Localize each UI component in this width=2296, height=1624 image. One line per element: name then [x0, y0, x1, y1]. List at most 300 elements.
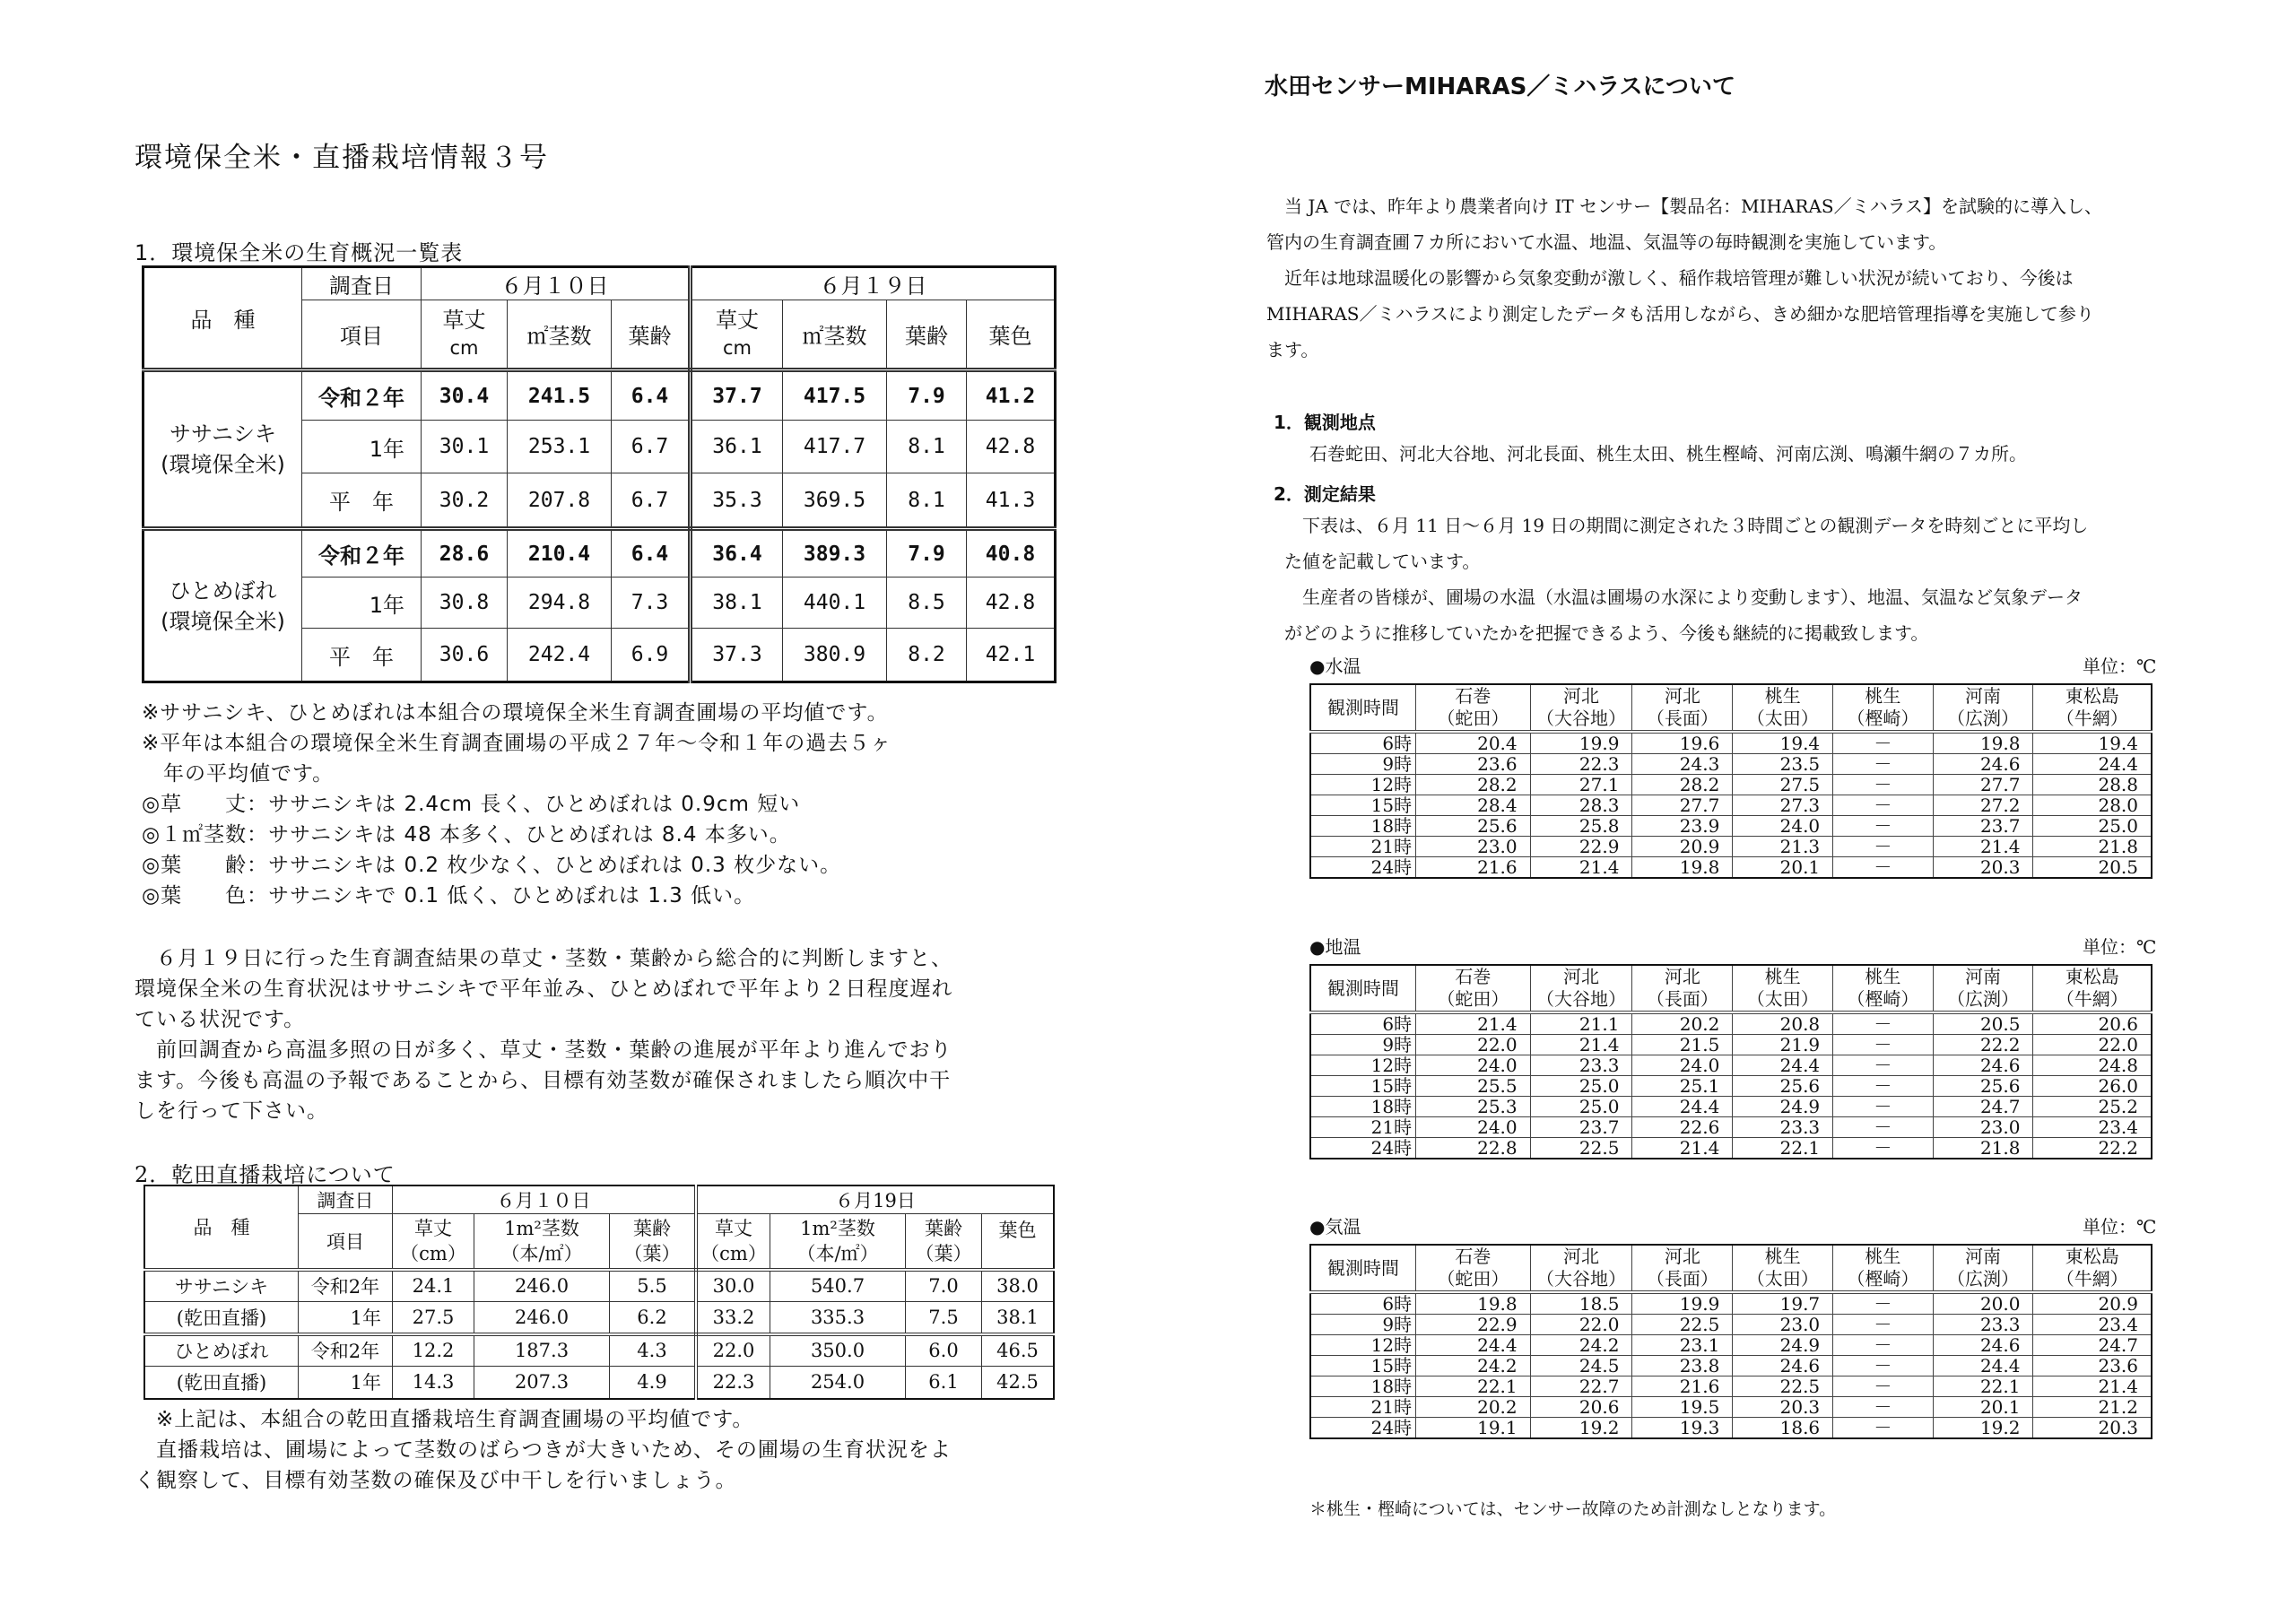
temp-cell: 20.1 — [1933, 1397, 2033, 1418]
temp-cell: － — [1833, 1292, 1933, 1315]
t1-cell: 28.6 — [422, 529, 508, 578]
temp-cell: 21.6 — [1632, 1376, 1733, 1397]
temp-cell: 21.1 — [1530, 1012, 1632, 1035]
time-cell: 18時 — [1310, 1376, 1416, 1397]
temp-cell: － — [1833, 775, 1933, 795]
temp-cell: 24.6 — [1733, 1356, 1833, 1376]
t1-row-label: 1年 — [302, 421, 422, 473]
table-row — [1310, 754, 2152, 775]
t1-cell: 210.4 — [508, 529, 612, 578]
t2-cell: 33.2 — [696, 1302, 770, 1334]
t2-cell: 5.5 — [610, 1270, 697, 1302]
temp-cell: 22.2 — [1933, 1035, 2033, 1055]
paragraph-line: ６月１９日に行った生育調査結果の草丈・茎数・葉齢から総合的に判断しますと、 — [135, 947, 952, 970]
temp-cell: 23.7 — [1933, 816, 2033, 837]
t1-cell: 30.4 — [422, 370, 508, 421]
temp-cell: － — [1833, 816, 1933, 837]
t1-height-header-1: 草丈 cm — [422, 300, 508, 370]
t1-cell: 30.1 — [422, 421, 508, 473]
temp-cell: 23.0 — [1416, 837, 1531, 857]
paragraph-line: た値を記載しています。 — [1266, 551, 1481, 572]
t2-cell: 7.0 — [906, 1270, 982, 1302]
temp-cell: 24.9 — [1733, 1097, 1833, 1117]
table-row — [1310, 1292, 2152, 1315]
temp-cell: 22.6 — [1632, 1117, 1733, 1138]
temp-cell: 22.1 — [1733, 1138, 1833, 1159]
soil-temp-label: ●地温 — [1309, 936, 1361, 958]
temp-cell: 22.0 — [2033, 1035, 2152, 1055]
temp-cell: 21.9 — [1733, 1035, 1833, 1055]
temp-cell: 28.2 — [1416, 775, 1531, 795]
table-row — [1310, 1055, 2152, 1076]
t1-row-label: 令和２年 — [302, 529, 422, 578]
temp-cell: 20.5 — [1933, 1012, 2033, 1035]
time-cell: 9時 — [1310, 754, 1416, 775]
temp-cell: 20.4 — [1416, 732, 1531, 754]
t1-height-header-2: 草丈 cm — [691, 300, 783, 370]
t2-row-label: 1年 — [299, 1302, 393, 1334]
t1-cell: 40.8 — [967, 529, 1056, 578]
paragraph-line: 管内の生育調査圃７カ所において水温、地温、気温等の毎時観測を実施しています。 — [1266, 231, 1947, 253]
t1-cell: 417.7 — [783, 421, 887, 473]
col-header-site: 河北 （大谷地） — [1530, 1245, 1632, 1292]
t2-cell: 246.0 — [474, 1270, 610, 1302]
col-header-site: 河北 （大谷地） — [1530, 965, 1632, 1012]
t1-cell: 8.1 — [887, 473, 967, 529]
table-row — [1310, 837, 2152, 857]
temp-cell: 24.7 — [2033, 1335, 2152, 1356]
temp-cell: 21.4 — [2033, 1376, 2152, 1397]
temp-cell: 23.3 — [1933, 1315, 2033, 1335]
t1-cell: 30.8 — [422, 578, 508, 629]
temp-cell: 24.4 — [2033, 754, 2152, 775]
temp-cell: 24.2 — [1530, 1335, 1632, 1356]
table-row — [1310, 1117, 2152, 1138]
note-line: 直播栽培は、圃場によって茎数のばらつきが大きいため、その圃場の生育状況をよ — [135, 1438, 952, 1462]
temp-cell: － — [1833, 837, 1933, 857]
temp-cell: 23.9 — [1632, 816, 1733, 837]
col-header-site: 河北 （大谷地） — [1530, 684, 1632, 732]
t1-cell: 241.5 — [508, 370, 612, 421]
temp-cell: 21.5 — [1632, 1035, 1733, 1055]
t1-cell: 7.3 — [612, 578, 691, 629]
temp-cell: 22.5 — [1733, 1376, 1833, 1397]
t2-row-label: 令和2年 — [299, 1270, 393, 1302]
temp-cell: 19.5 — [1632, 1397, 1733, 1418]
table-row — [1310, 1418, 2152, 1439]
t1-row-label: 1年 — [302, 578, 422, 629]
left-section-1-heading: 1．環境保全米の生育概況一覧表 — [135, 240, 464, 265]
table-row — [1310, 857, 2152, 879]
water-temp-table — [1309, 683, 2152, 879]
temp-cell: － — [1833, 754, 1933, 775]
note-line: ※ササニシキ、ひとめぼれは本組合の環境保全米生育調査圃場の平均値です。 — [142, 701, 889, 725]
time-cell: 6時 — [1310, 1292, 1416, 1315]
note-line: ※平年は本組合の環境保全米生育調査圃場の平成２７年～令和１年の過去５ヶ — [142, 732, 892, 755]
temp-cell: 22.8 — [1416, 1138, 1531, 1159]
t1-cell: 38.1 — [691, 578, 783, 629]
temp-cell: 27.1 — [1530, 775, 1632, 795]
col-header-site: 桃生 （樫崎） — [1833, 965, 1933, 1012]
table-row — [144, 1334, 1054, 1367]
paragraph-line: 近年は地球温暖化の影響から気象変動が激しく、稲作栽培管理が難しい状況が続いており、今後は — [1266, 267, 2074, 289]
temp-cell: 20.6 — [2033, 1012, 2152, 1035]
direct-seeding-table — [144, 1185, 1055, 1400]
temp-cell: 19.9 — [1632, 1292, 1733, 1315]
time-cell: 12時 — [1310, 775, 1416, 795]
miharas-intro — [1266, 188, 2102, 368]
note-line: ※上記は、本組合の乾田直播栽培生育調査圃場の平均値です。 — [135, 1408, 754, 1431]
temp-cell: 24.3 — [1632, 754, 1733, 775]
t1-row-label: 平 年 — [302, 629, 422, 682]
temp-cell: 23.0 — [1733, 1315, 1833, 1335]
t2-cell: 38.0 — [982, 1270, 1055, 1302]
col-header-site: 河南 （広渕） — [1933, 1245, 2033, 1292]
col-header-site: 河北 （長面） — [1632, 965, 1733, 1012]
right-title: 水田センサーMIHARAS／ミハラスについて — [1265, 74, 1735, 100]
time-cell: 9時 — [1310, 1035, 1416, 1055]
temp-cell: 25.1 — [1632, 1076, 1733, 1097]
t2-cell: 246.0 — [474, 1302, 610, 1334]
observation-sites: 石巻蛇田、河北大谷地、河北長面、桃生太田、桃生樫崎、河南広渕、鳴瀬牛網の７カ所。 — [1292, 443, 2027, 465]
t1-cell: 6.7 — [612, 473, 691, 529]
paragraph-line: 当 JA では、昨年より農業者向け IT センサー【製品名：MIHARAS／ミハラス】を試験的に導入し、 — [1266, 195, 2102, 217]
col-header-site: 石巻 （蛇田） — [1416, 1245, 1531, 1292]
t2-stems-header-1: 1m²茎数 （本/㎡） — [474, 1214, 610, 1270]
table-row — [1310, 1397, 2152, 1418]
col-header-site: 桃生 （樫崎） — [1833, 1245, 1933, 1292]
temp-cell: 27.3 — [1733, 795, 1833, 816]
air-temp-label: ●気温 — [1309, 1216, 1361, 1238]
temp-cell: 20.3 — [1933, 857, 2033, 879]
temp-cell: 19.2 — [1933, 1418, 2033, 1439]
temp-cell: 24.4 — [1933, 1356, 2033, 1376]
t2-stems-header-2: 1m²茎数 （本/㎡） — [770, 1214, 906, 1270]
t2-cell: 22.3 — [696, 1367, 770, 1399]
temp-cell: 19.2 — [1530, 1418, 1632, 1439]
t2-cell: 7.5 — [906, 1302, 982, 1334]
paragraph-line: MIHARAS／ミハラスにより測定したデータも活用しながら、きめ細かな肥培管理指導を実施して参り — [1266, 303, 2094, 325]
t2-cell: 30.0 — [696, 1270, 770, 1302]
t1-cell: 35.3 — [691, 473, 783, 529]
paragraph-line: ます。 — [1266, 339, 1319, 360]
note-line: ◎１㎡茎数：ササニシキは 48 本多く、ひとめぼれは 8.4 本多い。 — [142, 823, 791, 847]
t1-stems-header-1: ㎡茎数 — [508, 300, 612, 370]
time-cell: 15時 — [1310, 795, 1416, 816]
temp-cell: 25.0 — [2033, 816, 2152, 837]
t2-cell: 4.9 — [610, 1367, 697, 1399]
temp-cell: 27.5 — [1733, 775, 1833, 795]
table-row — [1310, 1076, 2152, 1097]
col-header-site: 桃生 （太田） — [1733, 965, 1833, 1012]
temp-cell: 22.7 — [1530, 1376, 1632, 1397]
t2-cell: 24.1 — [393, 1270, 474, 1302]
time-cell: 21時 — [1310, 1397, 1416, 1418]
temp-cell: 22.0 — [1416, 1035, 1531, 1055]
temp-cell: － — [1833, 1035, 1933, 1055]
temp-cell: 19.4 — [1733, 732, 1833, 754]
temp-cell: 23.7 — [1530, 1117, 1632, 1138]
table-row — [1310, 1356, 2152, 1376]
temp-cell: 23.3 — [1530, 1055, 1632, 1076]
temp-cell: 24.0 — [1416, 1055, 1531, 1076]
table-row — [1310, 775, 2152, 795]
temp-cell: 27.7 — [1632, 795, 1733, 816]
col-header-site: 桃生 （樫崎） — [1833, 684, 1933, 732]
temp-cell: － — [1833, 1315, 1933, 1335]
soil-temp-table — [1309, 964, 2152, 1159]
temp-cell: 22.9 — [1530, 837, 1632, 857]
t2-variety-cell: ササニシキ — [144, 1270, 299, 1302]
table-row — [1310, 1138, 2152, 1159]
t1-cell: 42.1 — [967, 629, 1056, 682]
paragraph-line: しを行って下さい。 — [135, 1099, 328, 1123]
temp-cell: 21.4 — [1530, 1035, 1632, 1055]
temp-cell: 21.2 — [2033, 1397, 2152, 1418]
t1-color-header: 葉色 — [967, 300, 1056, 370]
temp-cell: 24.9 — [1733, 1335, 1833, 1356]
table-header-row — [1310, 684, 2152, 732]
t2-cell: 207.3 — [474, 1367, 610, 1399]
time-cell: 12時 — [1310, 1335, 1416, 1356]
temp-cell: － — [1833, 1076, 1933, 1097]
t1-cell: 36.1 — [691, 421, 783, 473]
col-header-site: 東松島 （牛網） — [2033, 965, 2152, 1012]
t1-cell: 6.4 — [612, 529, 691, 578]
t1-cell: 8.2 — [887, 629, 967, 682]
temp-cell: 20.6 — [1530, 1397, 1632, 1418]
temp-cell: 24.6 — [1933, 1055, 2033, 1076]
temp-cell: 23.6 — [2033, 1356, 2152, 1376]
temp-cell: 24.0 — [1632, 1055, 1733, 1076]
temp-cell: 21.8 — [1933, 1138, 2033, 1159]
temp-cell: － — [1833, 1012, 1933, 1035]
temp-cell: 22.1 — [1416, 1376, 1531, 1397]
temp-cell: 22.2 — [2033, 1138, 2152, 1159]
table1-notes — [142, 698, 891, 911]
time-cell: 21時 — [1310, 837, 1416, 857]
temp-cell: 20.1 — [1733, 857, 1833, 879]
table-header-row — [1310, 1245, 2152, 1292]
temp-cell: 24.6 — [1933, 1335, 2033, 1356]
t1-cell: 389.3 — [783, 529, 887, 578]
t1-cell: 6.4 — [612, 370, 691, 421]
temp-cell: － — [1833, 1418, 1933, 1439]
temp-cell: 22.0 — [1530, 1315, 1632, 1335]
temp-cell: 23.5 — [1733, 754, 1833, 775]
temp-cell: 24.0 — [1733, 816, 1833, 837]
temp-cell: 23.1 — [1632, 1335, 1733, 1356]
temp-cell: 24.6 — [1933, 754, 2033, 775]
col-header-site: 東松島 （牛網） — [2033, 1245, 2152, 1292]
temp-cell: 23.4 — [2033, 1315, 2152, 1335]
t2-cell: 12.2 — [393, 1334, 474, 1367]
col-header-site: 河北 （長面） — [1632, 1245, 1733, 1292]
temp-cell: － — [1833, 732, 1933, 754]
left-title: 環境保全米・直播栽培情報３号 — [135, 142, 549, 174]
temp-cell: 28.8 — [2033, 775, 2152, 795]
time-cell: 21時 — [1310, 1117, 1416, 1138]
table-row — [1310, 1097, 2152, 1117]
t2-row-label: 1年 — [299, 1367, 393, 1399]
table-row — [1310, 1315, 2152, 1335]
t1-item-header: 項目 — [302, 300, 422, 370]
temp-cell: 22.5 — [1530, 1138, 1632, 1159]
col-header-site: 石巻 （蛇田） — [1416, 684, 1531, 732]
temp-cell: 19.7 — [1733, 1292, 1833, 1315]
col-header-site: 桃生 （太田） — [1733, 1245, 1833, 1292]
temp-cell: 28.3 — [1530, 795, 1632, 816]
temp-cell: 28.4 — [1416, 795, 1531, 816]
note-line: ◎葉 色：ササニシキで 0.1 低く、ひとめぼれは 1.3 低い。 — [142, 884, 756, 908]
temp-cell: 26.0 — [2033, 1076, 2152, 1097]
temp-cell: 28.0 — [2033, 795, 2152, 816]
t1-cell: 37.3 — [691, 629, 783, 682]
t2-leaf-header-1: 葉齢 （葉） — [610, 1214, 697, 1270]
t1-cell: 380.9 — [783, 629, 887, 682]
t2-cell: 42.5 — [982, 1367, 1055, 1399]
t2-cell: 27.5 — [393, 1302, 474, 1334]
temp-cell: 21.8 — [2033, 837, 2152, 857]
t1-variety-header: 品 種 — [144, 267, 302, 370]
temp-cell: 27.7 — [1933, 775, 2033, 795]
paragraph-line: 下表は、６月 11 日～６月 19 日の期間に測定された３時間ごとの観測データを時刻ごとに平均し — [1266, 515, 2089, 536]
t1-cell: 417.5 — [783, 370, 887, 421]
temp-cell: 28.2 — [1632, 775, 1733, 795]
t1-date1-header: ６月１０日 — [422, 267, 691, 300]
temp-cell: 20.9 — [1632, 837, 1733, 857]
table-row — [1310, 732, 2152, 754]
table-row — [144, 1367, 1054, 1399]
table2-notes — [135, 1404, 952, 1496]
time-cell: 6時 — [1310, 732, 1416, 754]
t2-item-header: 項目 — [299, 1214, 393, 1270]
temp-cell: 18.6 — [1733, 1418, 1833, 1439]
time-cell: 15時 — [1310, 1076, 1416, 1097]
unit-label: 単位：℃ — [2083, 1216, 2157, 1238]
right-section-2-heading: 2．測定結果 — [1274, 483, 1376, 505]
t2-cell: 254.0 — [770, 1367, 906, 1399]
paragraph-line: 前回調査から高温多照の日が多く、草丈・茎数・葉齢の進展が平年より進んでおり — [135, 1038, 952, 1062]
temp-cell: 21.4 — [1933, 837, 2033, 857]
time-cell: 12時 — [1310, 1055, 1416, 1076]
paragraph-line: ます。今後も高温の予報であることから、目標有効茎数が確保されましたら順次中干 — [135, 1069, 952, 1092]
col-header-time: 観測時間 — [1310, 684, 1416, 732]
t2-cell: 6.2 — [610, 1302, 697, 1334]
time-cell: 15時 — [1310, 1356, 1416, 1376]
temp-cell: － — [1833, 857, 1933, 879]
note-line: 年の平均値です。 — [142, 762, 335, 786]
temp-cell: 24.4 — [1416, 1335, 1531, 1356]
unit-label: 単位：℃ — [2083, 656, 2157, 677]
t2-height-header-2: 草丈 （cm） — [696, 1214, 770, 1270]
t2-cell: 4.3 — [610, 1334, 697, 1367]
t1-cell: 37.7 — [691, 370, 783, 421]
t1-cell: 30.6 — [422, 629, 508, 682]
table-row — [144, 370, 1056, 421]
t2-variety-cell: ひとめぼれ — [144, 1334, 299, 1367]
t2-row-label: 令和2年 — [299, 1334, 393, 1367]
temp-cell: 24.4 — [1733, 1055, 1833, 1076]
t2-cell: 38.1 — [982, 1302, 1055, 1334]
table-header-row — [1310, 965, 2152, 1012]
t2-variety-header: 品 種 — [144, 1185, 299, 1270]
t2-cell: 22.0 — [696, 1334, 770, 1367]
time-cell: 6時 — [1310, 1012, 1416, 1035]
t1-leaf-header-2: 葉齢 — [887, 300, 967, 370]
note-line: ◎草 丈：ササニシキは 2.4cm 長く、ひとめぼれは 0.9cm 短い — [142, 793, 801, 816]
temp-cell: 20.3 — [2033, 1418, 2152, 1439]
table-row — [144, 529, 1056, 578]
t1-cell: 369.5 — [783, 473, 887, 529]
table-row — [144, 1270, 1054, 1302]
t1-cell: 41.2 — [967, 370, 1056, 421]
table-row — [1310, 795, 2152, 816]
col-header-site: 石巻 （蛇田） — [1416, 965, 1531, 1012]
col-header-site: 河南 （広渕） — [1933, 965, 2033, 1012]
temp-cell: 20.8 — [1733, 1012, 1833, 1035]
temp-cell: － — [1833, 1356, 1933, 1376]
temp-cell: 22.9 — [1416, 1315, 1531, 1335]
t2-date1-header: ６月１０日 — [393, 1185, 697, 1214]
t1-cell: 294.8 — [508, 578, 612, 629]
paragraph-line: 生産者の皆様が、圃場の水温（水温は圃場の水深により変動します）、地温、気温など気象データ — [1266, 586, 2083, 608]
table-row — [1310, 1012, 2152, 1035]
temp-cell: － — [1833, 1055, 1933, 1076]
t2-color-header: 葉色 — [982, 1214, 1055, 1270]
water-temp-label: ●水温 — [1309, 656, 1361, 677]
t1-survey-header: 調査日 — [302, 267, 422, 300]
temp-cell: 20.2 — [1632, 1012, 1733, 1035]
unit-label: 単位：℃ — [2083, 936, 2157, 958]
temp-cell: 23.4 — [2033, 1117, 2152, 1138]
col-header-site: 河北 （長面） — [1632, 684, 1733, 732]
temp-cell: 19.8 — [1416, 1292, 1531, 1315]
t1-cell: 36.4 — [691, 529, 783, 578]
temp-cell: 19.8 — [1632, 857, 1733, 879]
t1-cell: 440.1 — [783, 578, 887, 629]
t2-variety-cell: (乾田直播) — [144, 1367, 299, 1399]
temp-cell: 23.0 — [1933, 1117, 2033, 1138]
t1-cell: 30.2 — [422, 473, 508, 529]
temp-cell: 20.0 — [1933, 1292, 2033, 1315]
temp-cell: 23.8 — [1632, 1356, 1733, 1376]
t2-survey-header: 調査日 — [299, 1185, 393, 1214]
temp-cell: 22.1 — [1933, 1376, 2033, 1397]
temp-cell: 18.5 — [1530, 1292, 1632, 1315]
temp-cell: 24.0 — [1416, 1117, 1531, 1138]
t1-cell: 8.5 — [887, 578, 967, 629]
t1-cell: 6.7 — [612, 421, 691, 473]
t2-leaf-header-2: 葉齢 （葉） — [906, 1214, 982, 1270]
temp-cell: 24.7 — [1933, 1097, 2033, 1117]
temp-cell: 19.3 — [1632, 1418, 1733, 1439]
col-header-site: 桃生 （太田） — [1733, 684, 1833, 732]
temp-cell: － — [1833, 1376, 1933, 1397]
t1-cell: 207.8 — [508, 473, 612, 529]
temp-cell: 21.3 — [1733, 837, 1833, 857]
temp-cell: 21.6 — [1416, 857, 1531, 879]
temp-cell: 24.2 — [1416, 1356, 1531, 1376]
temp-cell: 25.3 — [1416, 1097, 1531, 1117]
col-header-time: 観測時間 — [1310, 965, 1416, 1012]
sensor-failure-footnote: ＊桃生・樫崎については、センサー故障のため計測なしとなります。 — [1309, 1499, 1837, 1519]
temp-cell: 22.5 — [1632, 1315, 1733, 1335]
temp-cell: 21.4 — [1530, 857, 1632, 879]
temp-cell: 25.6 — [1416, 816, 1531, 837]
temp-cell: 23.3 — [1733, 1117, 1833, 1138]
measurement-description — [1266, 508, 2088, 651]
